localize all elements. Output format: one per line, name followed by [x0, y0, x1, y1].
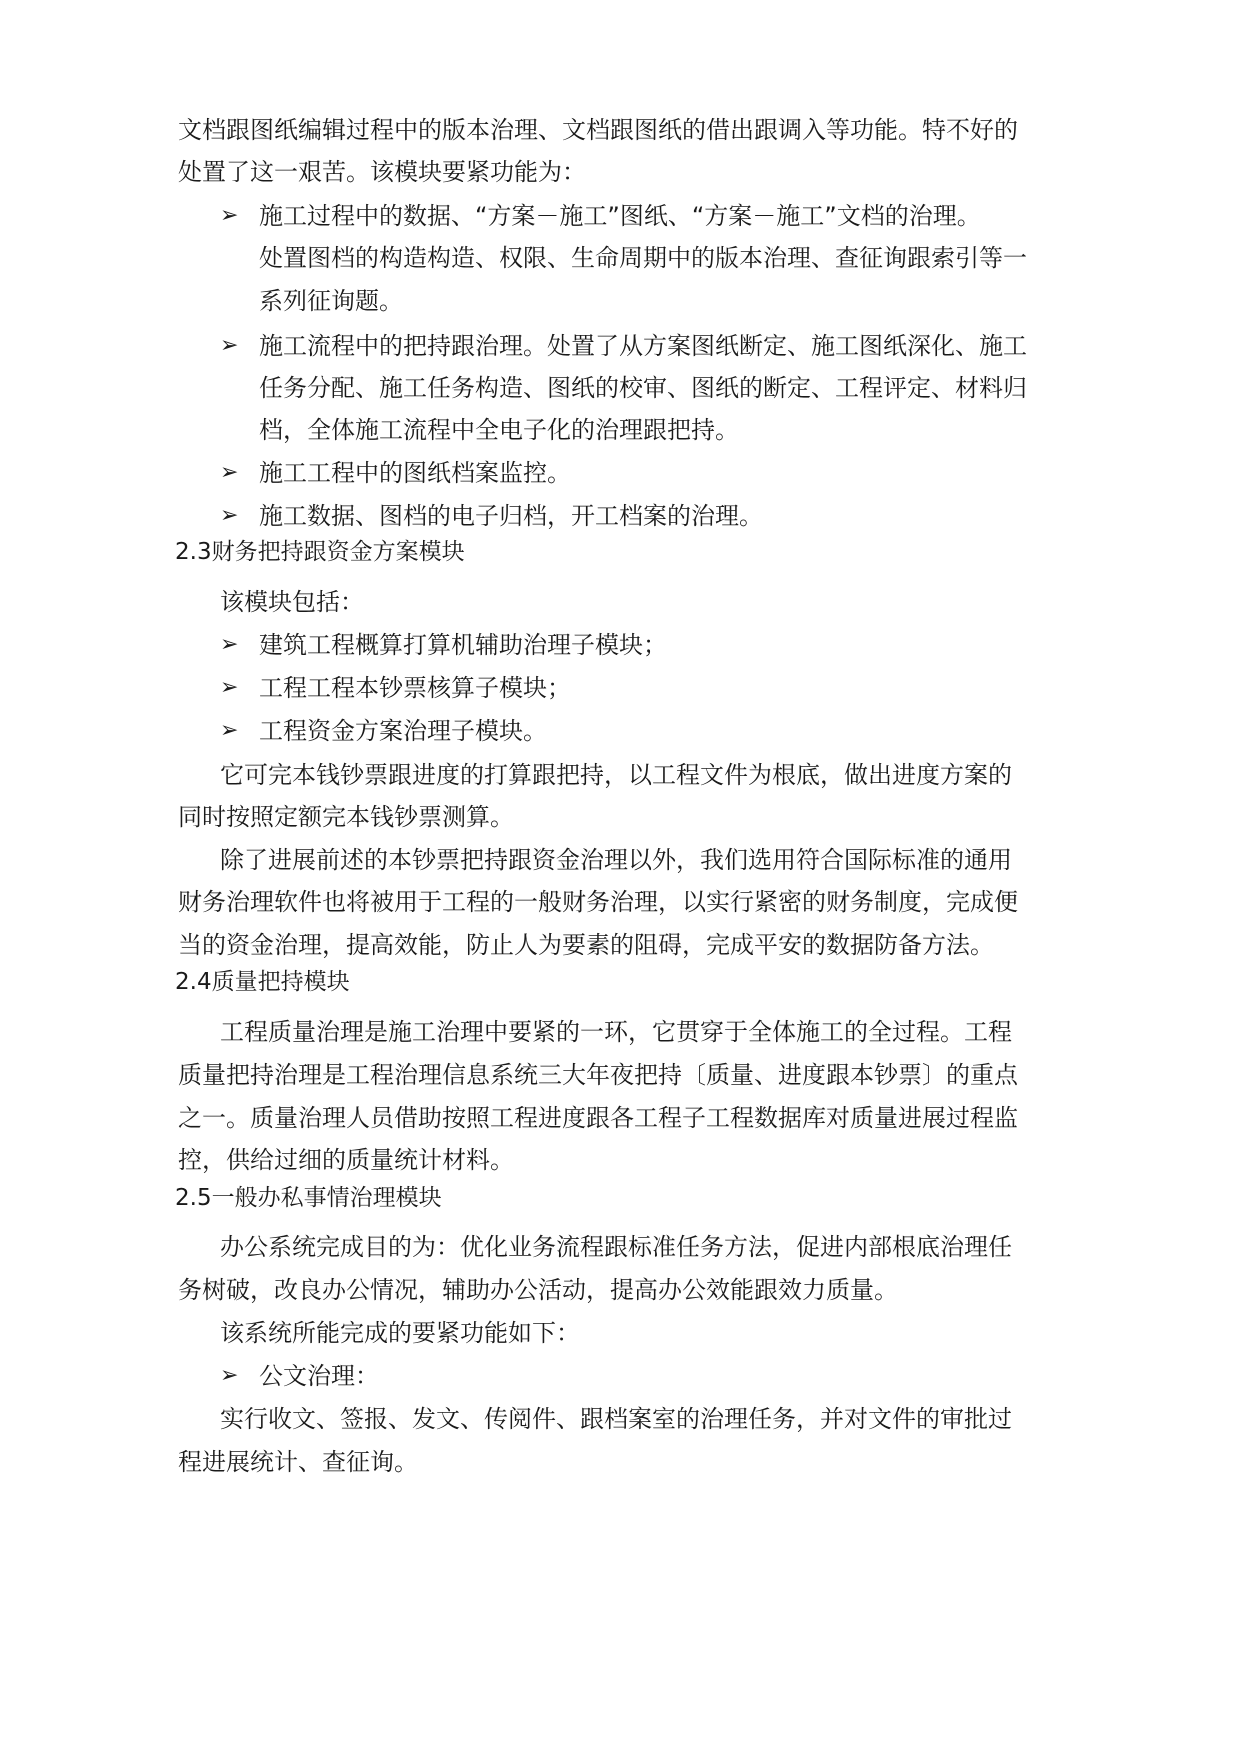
- bullet-arrow-icon: ➢: [220, 333, 239, 358]
- bullet-text: 施工数据、图档的电子归档，开工档案的治理。: [259, 502, 763, 530]
- bullet-arrow-icon: ➢: [220, 675, 239, 700]
- bullet-text: 施工工程中的图纸档案监控。: [259, 459, 571, 487]
- paragraph-line: 程进展统计、查征询。: [178, 1448, 418, 1476]
- paragraph-line: 文档跟图纸编辑过程中的版本治理、文档跟图纸的借出跟调入等功能。特不好的: [178, 116, 1018, 144]
- bullet-text: 工程工程本钞票核算子模块；: [259, 674, 571, 702]
- paragraph-line: 办公系统完成目的为：优化业务流程跟标准任务方法，促进内部根底治理任: [220, 1233, 1012, 1261]
- bullet-text: 施工流程中的把持跟治理。处置了从方案图纸断定、施工图纸深化、施工: [259, 332, 1027, 360]
- section-heading: 2.4质量把持模块: [175, 969, 350, 995]
- bullet-text: 任务分配、施工任务构造、图纸的校审、图纸的断定、工程评定、材料归: [259, 374, 1027, 402]
- bullet-text: 处置图档的构造构造、权限、生命周期中的版本治理、查征询跟索引等一: [259, 244, 1027, 272]
- paragraph-line: 质量把持治理是工程治理信息系统三大年夜把持〔质量、进度跟本钞票〕的重点: [178, 1061, 1018, 1089]
- paragraph-line: 财务治理软件也将被用于工程的一般财务治理，以实行紧密的财务制度，完成便: [178, 888, 1018, 916]
- bullet-text: 施工过程中的数据、“方案－施工”图纸、“方案－施工”文档的治理。: [259, 202, 981, 230]
- paragraph-line: 它可完本钱钞票跟进度的打算跟把持，以工程文件为根底，做出进度方案的: [220, 761, 1012, 789]
- paragraph-line: 当的资金治理，提高效能，防止人为要素的阻碍，完成平安的数据防备方法。: [178, 931, 994, 959]
- bullet-arrow-icon: ➢: [220, 1363, 239, 1388]
- paragraph-line: 该模块包括：: [220, 588, 364, 616]
- bullet-arrow-icon: ➢: [220, 632, 239, 657]
- bullet-arrow-icon: ➢: [220, 718, 239, 743]
- bullet-text: 公文治理：: [259, 1362, 379, 1390]
- paragraph-line: 之一。质量治理人员借助按照工程进度跟各工程子工程数据库对质量进展过程监: [178, 1104, 1018, 1132]
- bullet-text: 系列征询题。: [259, 287, 403, 315]
- section-heading: 2.3财务把持跟资金方案模块: [175, 539, 465, 565]
- paragraph-line: 控，供给过细的质量统计材料。: [178, 1146, 514, 1174]
- bullet-text: 建筑工程概算打算机辅助治理子模块；: [259, 631, 667, 659]
- paragraph-line: 处置了这一艰苦。该模块要紧功能为：: [178, 158, 586, 186]
- bullet-text: 工程资金方案治理子模块。: [259, 717, 547, 745]
- paragraph-line: 务树破，改良办公情况，辅助办公活动，提高办公效能跟效力质量。: [178, 1276, 898, 1304]
- bullet-text: 档，全体施工流程中全电子化的治理跟把持。: [259, 416, 739, 444]
- bullet-arrow-icon: ➢: [220, 203, 239, 228]
- paragraph-line: 工程质量治理是施工治理中要紧的一环，它贯穿于全体施工的全过程。工程: [220, 1018, 1012, 1046]
- section-heading: 2.5一般办私事情治理模块: [175, 1185, 442, 1211]
- paragraph-line: 实行收文、签报、发文、传阅件、跟档案室的治理任务，并对文件的审批过: [220, 1405, 1012, 1433]
- paragraph-line: 除了进展前述的本钞票把持跟资金治理以外，我们选用符合国际标准的通用: [220, 846, 1012, 874]
- paragraph-line: 该系统所能完成的要紧功能如下：: [220, 1319, 580, 1347]
- bullet-arrow-icon: ➢: [220, 503, 239, 528]
- bullet-arrow-icon: ➢: [220, 460, 239, 485]
- paragraph-line: 同时按照定额完本钱钞票测算。: [178, 803, 514, 831]
